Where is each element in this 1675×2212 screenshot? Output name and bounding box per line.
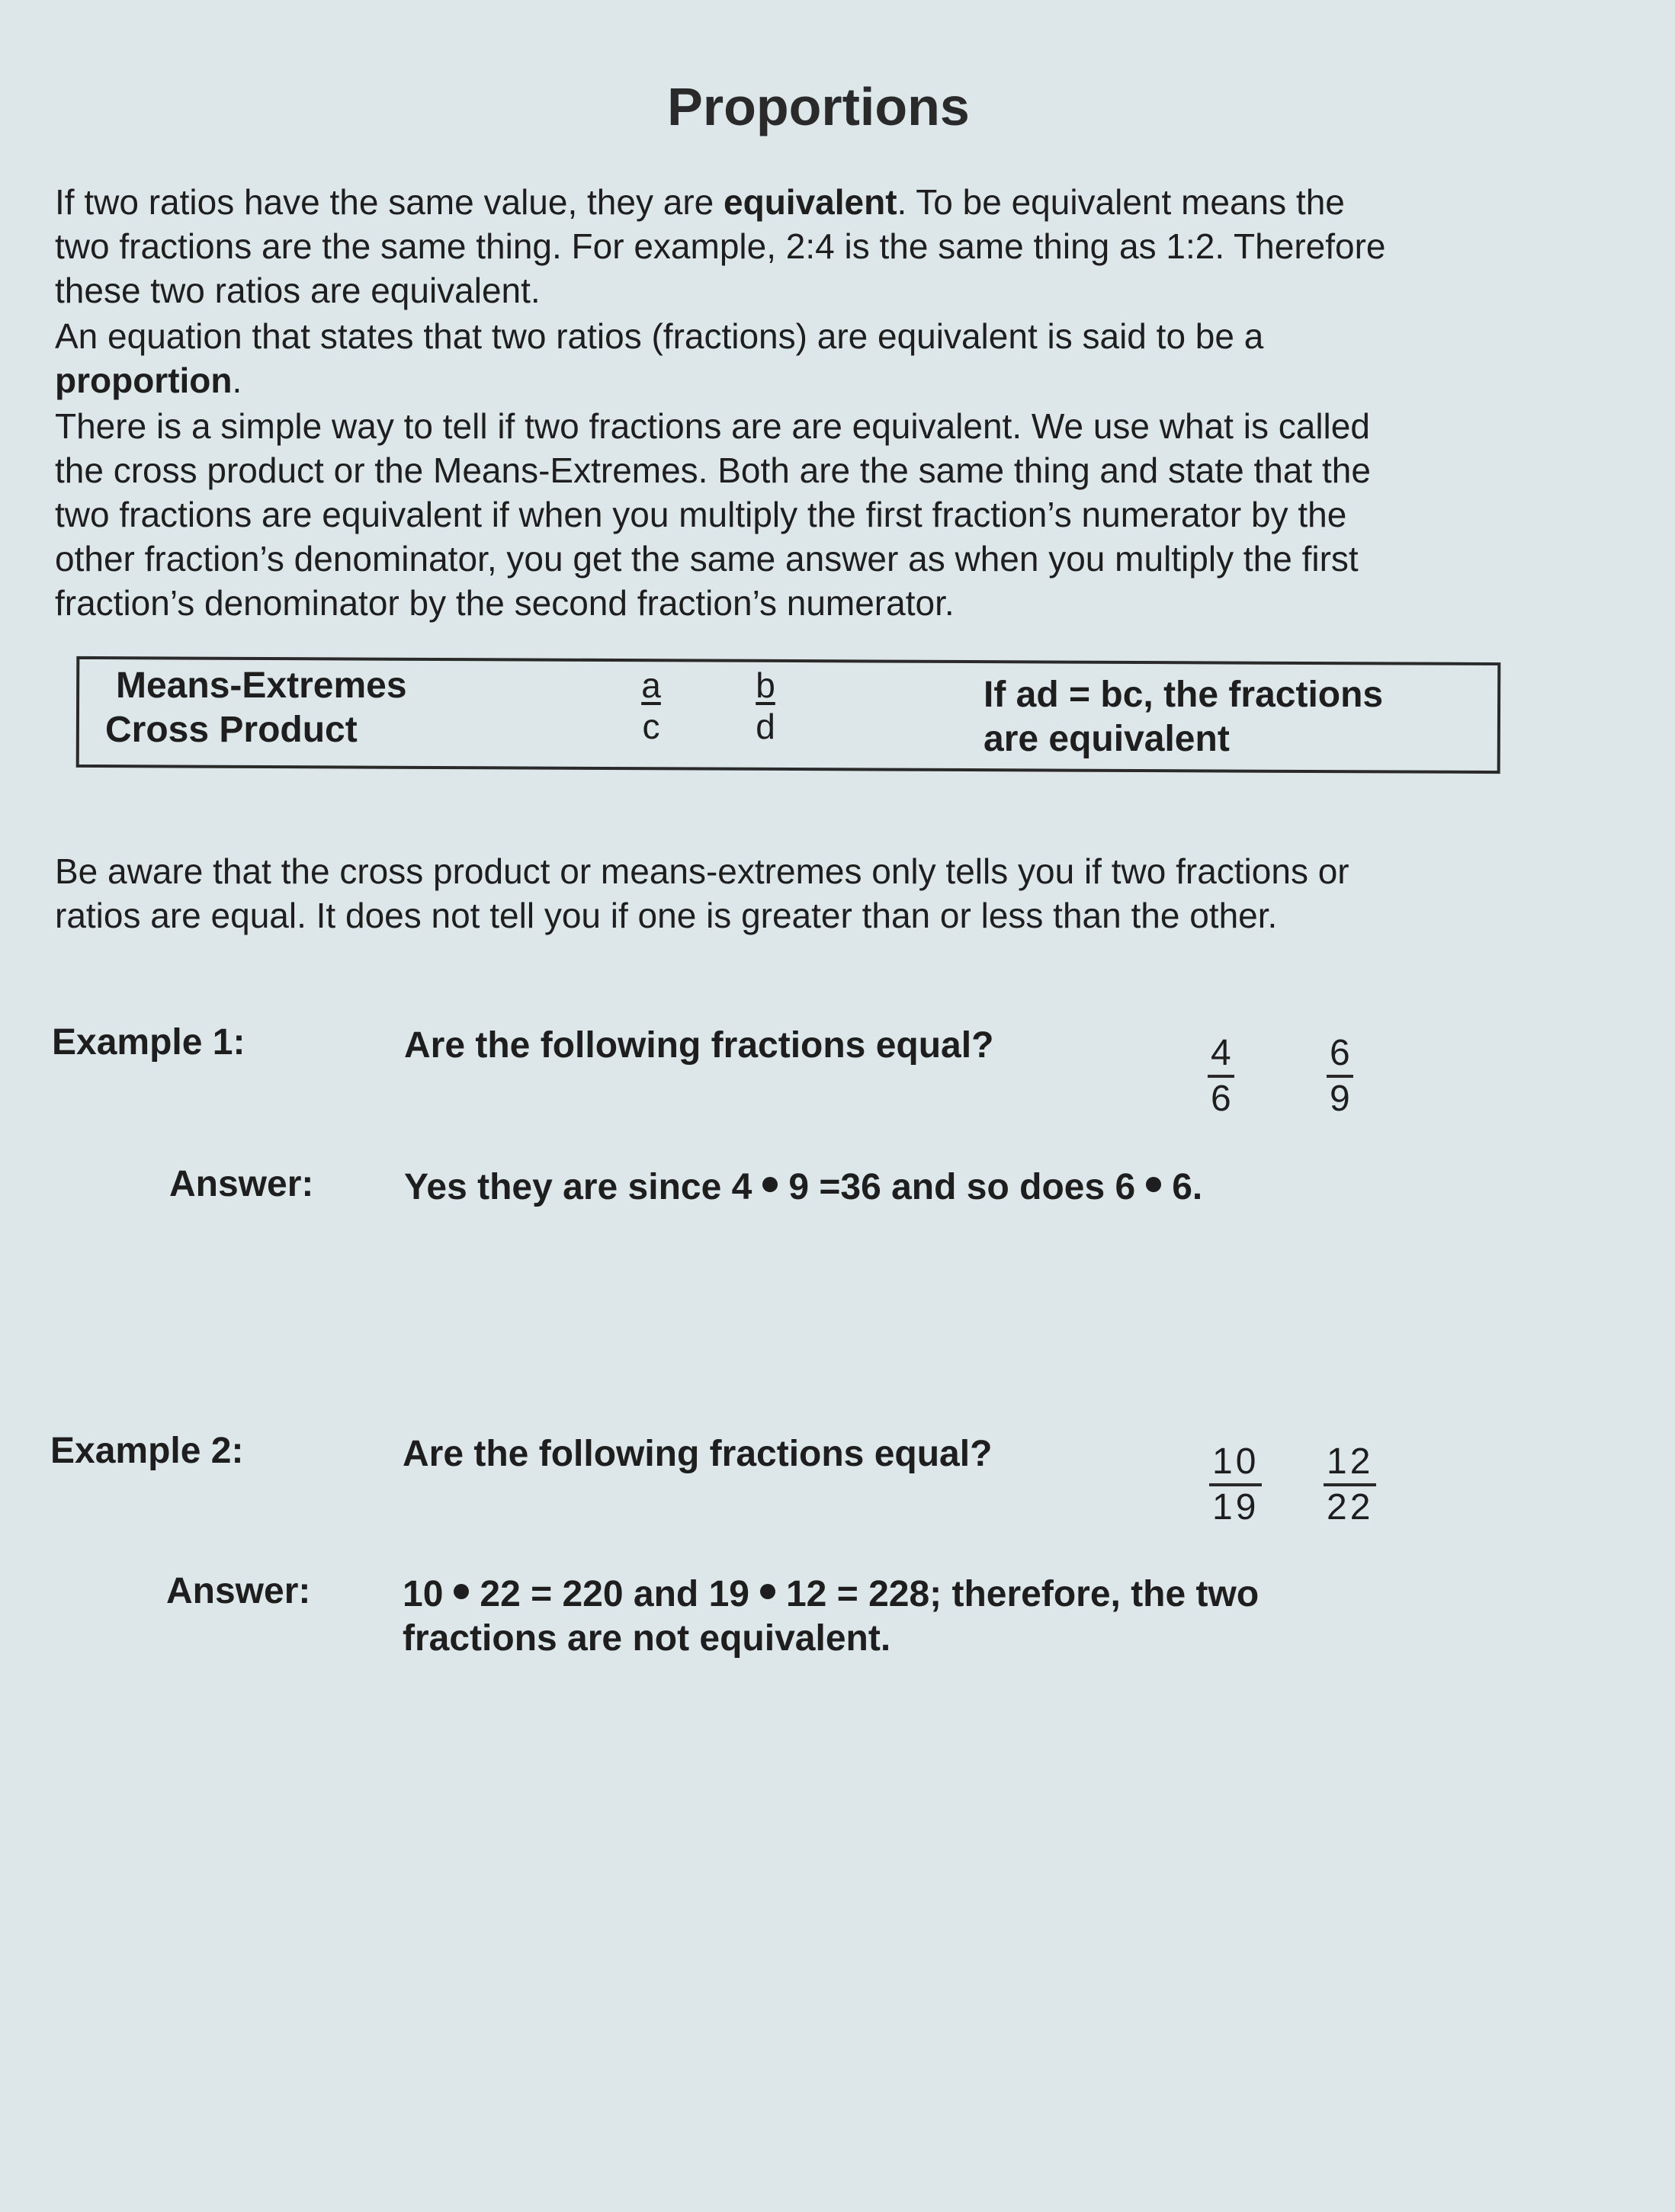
cross-product-line-2: the cross product or the Means-Extremes. Both are the same thing and state that the — [55, 450, 1371, 490]
aware-line-2: ratios are equal. It does not tell you if one is greater than or less than the other. — [55, 896, 1278, 935]
answer-text: 6. — [1172, 1167, 1203, 1207]
example-2-fraction-2 — [1324, 1441, 1376, 1529]
fraction-denominator: 6 — [1211, 1079, 1231, 1119]
answer-text: 10 — [403, 1574, 444, 1614]
page-title: Proportions — [667, 77, 970, 136]
answer-text: Yes they are since 4 — [404, 1167, 752, 1207]
term-equivalent: equivalent — [724, 182, 897, 222]
proportion-def-line-1: An equation that states that two ratios (fractions) are equivalent is said to be a — [55, 316, 1264, 356]
fraction-numerator: 10 — [1209, 1441, 1262, 1486]
intro-line-3: these two ratios are equivalent. — [55, 271, 541, 310]
example-2-answer-line-1 — [403, 1573, 1259, 1615]
fraction-numerator: 12 — [1324, 1441, 1376, 1486]
box-rule-line-1: If ad = bc, the fractions — [984, 675, 1384, 715]
answer-text: 12 = 228; therefore, the two — [785, 1574, 1259, 1614]
fraction-numerator: a — [641, 665, 661, 705]
intro-text: If two ratios have the same value, they are — [55, 182, 724, 222]
fraction-denominator: 19 — [1212, 1487, 1259, 1528]
intro-line-2: two fractions are the same thing. For example, 2:4 is the same thing as 1:2. Therefore — [55, 226, 1386, 266]
fraction-numerator: 4 — [1208, 1032, 1234, 1078]
aware-line-1: Be aware that the cross product or means-extremes only tells you if two fractions or — [55, 851, 1349, 891]
example-2-label: Example 2: — [50, 1431, 244, 1471]
example-1-label: Example 1: — [52, 1022, 245, 1063]
fraction-numerator: 6 — [1327, 1032, 1353, 1078]
multiply-dot-icon — [454, 1584, 469, 1599]
period: . — [232, 361, 242, 400]
multiply-dot-icon — [760, 1584, 775, 1599]
box-rule-line-2: are equivalent — [984, 719, 1230, 759]
example-1-answer — [404, 1166, 1202, 1208]
cross-product-line-1: There is a simple way to tell if two fractions are are equivalent. We use what is called — [55, 406, 1370, 446]
answer-text: 22 = 220 and 19 — [480, 1574, 749, 1614]
example-1-fraction-2 — [1327, 1032, 1353, 1120]
intro-line-1 — [55, 180, 1345, 224]
fraction-numerator: b — [756, 665, 775, 705]
fraction-a-over-c — [637, 665, 665, 747]
box-label-means-extremes: Means-Extremes — [116, 665, 407, 706]
example-2-fraction-1 — [1209, 1441, 1262, 1529]
term-proportion: proportion — [55, 361, 233, 400]
fraction-denominator: c — [642, 707, 660, 746]
example-2-answer-line-2: fractions are not equivalent. — [403, 1618, 891, 1659]
proportion-def-line-2 — [55, 358, 242, 402]
intro-text: . To be equivalent means the — [897, 182, 1345, 222]
cross-product-line-5: fraction’s denominator by the second fraction’s numerator. — [55, 583, 955, 623]
example-2-question: Are the following fractions equal? — [403, 1434, 993, 1474]
example-1-question: Are the following fractions equal? — [404, 1025, 994, 1066]
answer-text: 9 =36 and so does 6 — [788, 1167, 1136, 1207]
box-label-cross-product: Cross Product — [105, 710, 358, 750]
cross-product-line-3: two fractions are equivalent if when you multiply the first fraction’s numerator by the — [55, 495, 1347, 534]
fraction-denominator: 9 — [1330, 1079, 1350, 1119]
cross-product-line-4: other fraction’s denominator, you get the same answer as when you multiply the first — [55, 539, 1359, 579]
fraction-b-over-d — [752, 665, 779, 747]
fraction-denominator: d — [756, 707, 775, 746]
example-2-answer-label: Answer: — [166, 1571, 311, 1611]
example-1-answer-label: Answer: — [169, 1164, 314, 1204]
multiply-dot-icon — [762, 1177, 778, 1192]
multiply-dot-icon — [1146, 1177, 1161, 1192]
fraction-denominator: 22 — [1327, 1487, 1374, 1528]
example-1-fraction-1 — [1208, 1032, 1234, 1120]
